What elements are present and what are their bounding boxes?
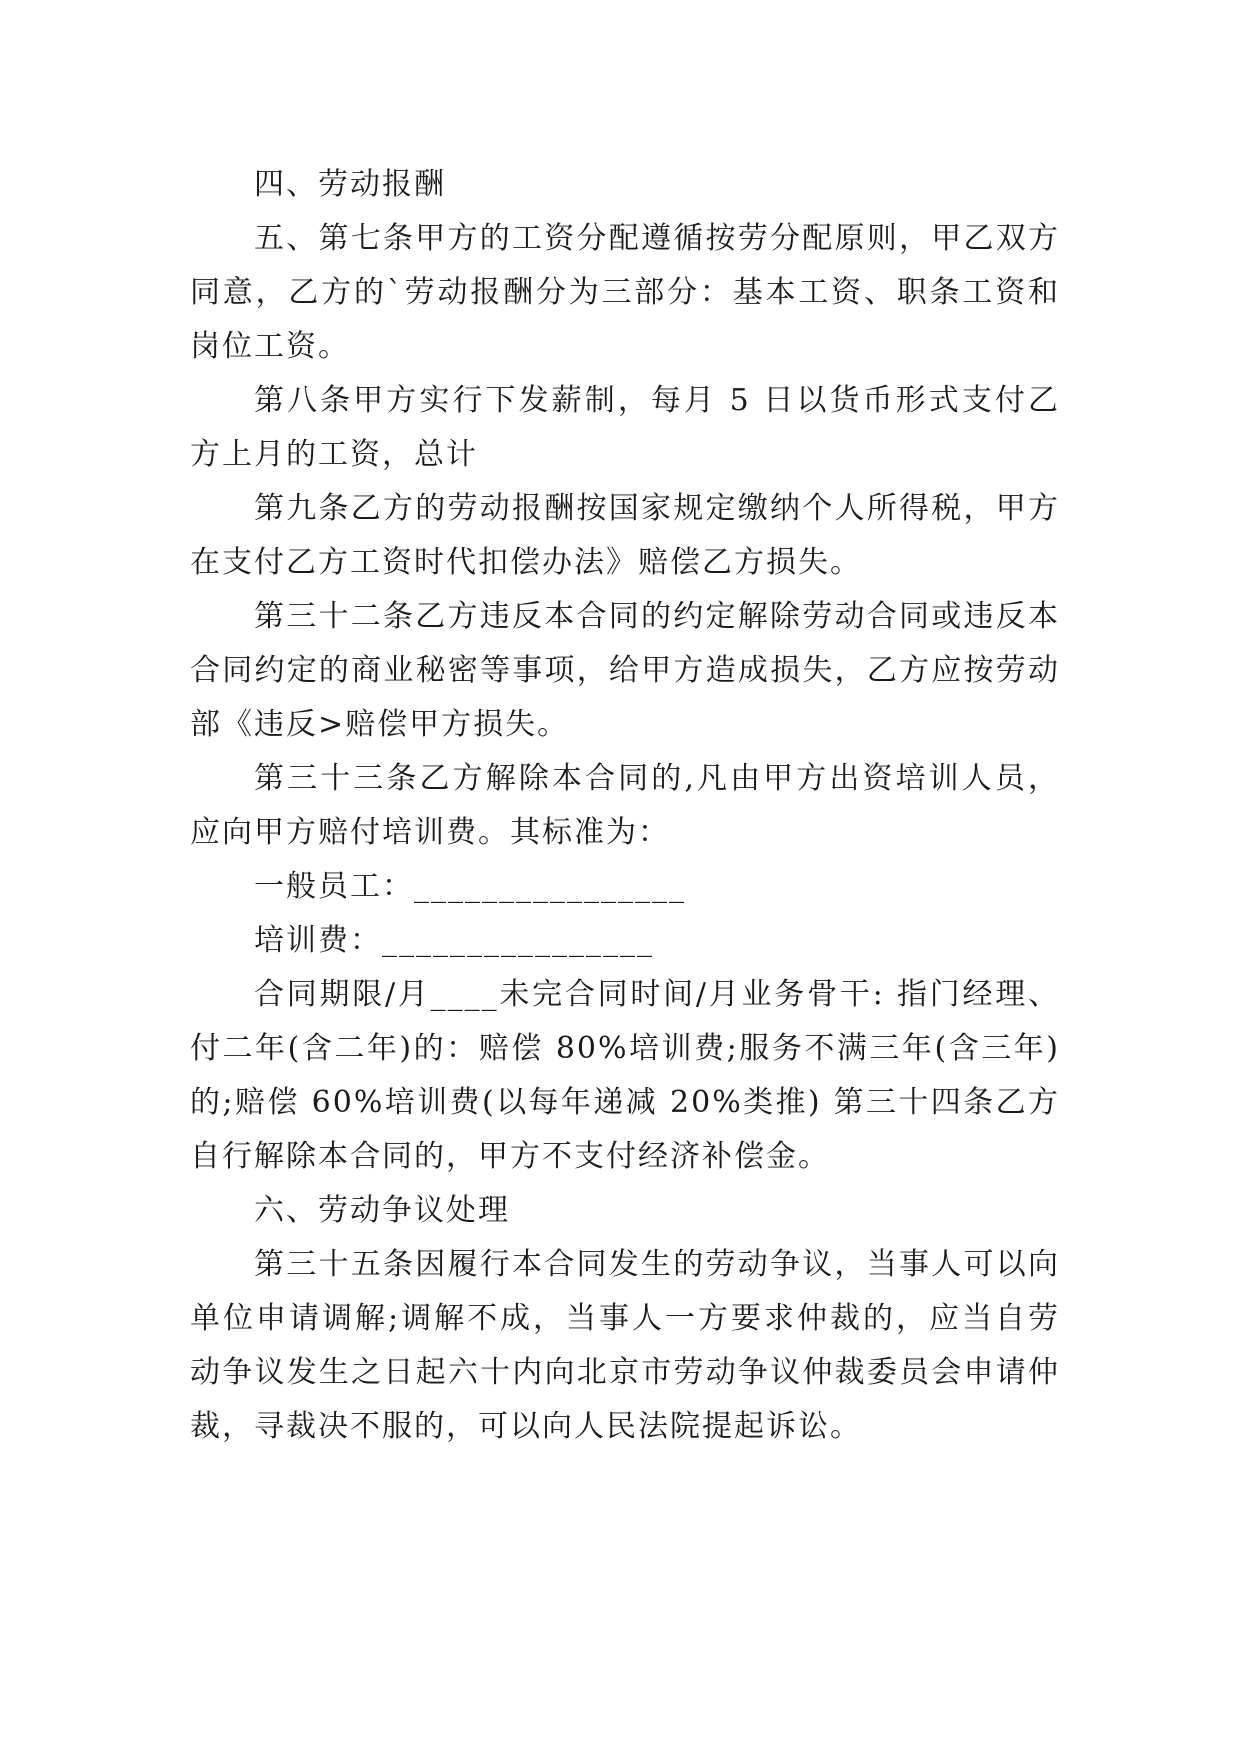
line-training-fee: 培训费：________________ <box>254 923 654 958</box>
paragraph-article-8: 第八条甲方实行下发薪制，每月 5 日以货币形式支付乙方上月的工资，总计 <box>190 383 1060 472</box>
section-heading-labor-dispute: 六、劳动争议处理 <box>254 1193 510 1228</box>
paragraph-article-33: 第三十三条乙方解除本合同的,凡由甲方出资培训人员，应向甲方赔付培训费。其标准为： <box>190 761 1060 850</box>
paragraph-article-9: 第九条乙方的劳动报酬按国家规定缴纳个人所得税，甲方在支付乙方工资时代扣偿办法》赔偿乙方损失。 <box>190 491 1060 580</box>
document-body <box>190 158 1060 1454</box>
paragraph-contract-term: 合同期限/月____未完合同时间/月业务骨干: 指门经理、付二年(含二年)的：赔偿 80%培训费;服务不满三年(含三年)的;赔偿 60%培训费(以每年递减 20%类推) 第三十四条乙方自行解除本合同的，甲方不支付经济补偿金。 <box>190 977 1060 1174</box>
paragraph-article-7: 五、第七条甲方的工资分配遵循按劳分配原则，甲乙双方同意，乙方的`劳动报酬分为三部分：基本工资、职条工资和岗位工资。 <box>190 221 1060 364</box>
paragraph-article-35: 第三十五条因履行本合同发生的劳动争议，当事人可以向单位申请调解;调解不成，当事人一方要求仲裁的，应当自劳动争议发生之日起六十内向北京市劳动争议仲裁委员会申请仲裁，寻裁决不服的，可以向人民法院提起诉讼。 <box>190 1247 1060 1444</box>
paragraph-article-32: 第三十二条乙方违反本合同的约定解除劳动合同或违反本合同约定的商业秘密等事项，给甲方造成损失，乙方应按劳动部《违反>赔偿甲方损失。 <box>190 599 1060 742</box>
line-general-staff: 一般员工：________________ <box>254 869 686 904</box>
section-heading-labor-pay: 四、劳动报酬 <box>254 167 446 202</box>
